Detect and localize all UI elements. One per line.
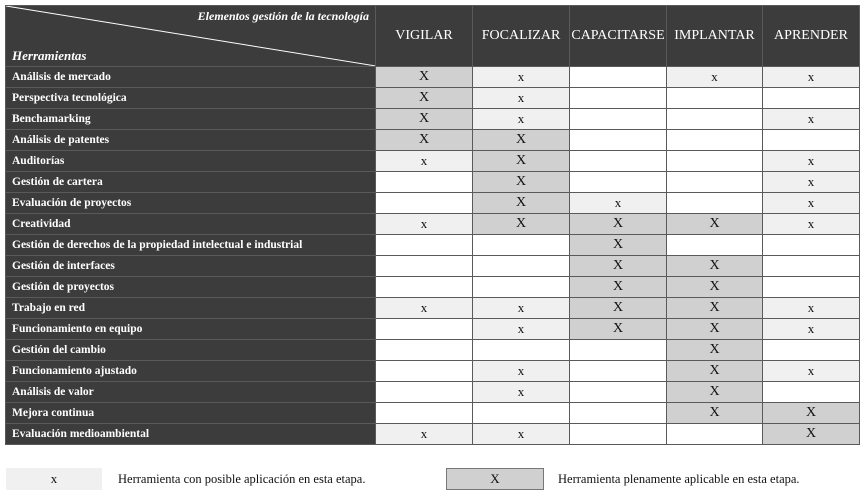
- tool-name-cell: Creatividad: [6, 214, 376, 235]
- mark-cell-aprender: [763, 235, 860, 256]
- mark-cell-vigilar: [376, 193, 473, 214]
- mark-cell-implantar: [667, 88, 763, 109]
- mark-cell-aprender: x: [763, 151, 860, 172]
- mark-cell-capacitarse: [570, 130, 667, 151]
- mark-cell-focalizar: X: [473, 130, 570, 151]
- mark-cell-focalizar: [473, 277, 570, 298]
- table-row: [6, 67, 860, 88]
- mark-cell-capacitarse: X: [570, 298, 667, 319]
- table-row: [6, 277, 860, 298]
- mark-cell-vigilar: x: [376, 298, 473, 319]
- tool-name-cell: Funcionamiento en equipo: [6, 319, 376, 340]
- mark-cell-capacitarse: [570, 172, 667, 193]
- mark-cell-focalizar: [473, 340, 570, 361]
- mark-cell-capacitarse: [570, 403, 667, 424]
- column-header-capacitarse: CAPACITARSE: [570, 6, 667, 67]
- table-row: [6, 88, 860, 109]
- mark-cell-implantar: [667, 151, 763, 172]
- tool-name-cell: Gestión del cambio: [6, 340, 376, 361]
- mark-cell-implantar: [667, 130, 763, 151]
- tool-name-cell: Evaluación de proyectos: [6, 193, 376, 214]
- mark-cell-focalizar: [473, 235, 570, 256]
- mark-cell-aprender: x: [763, 319, 860, 340]
- mark-cell-vigilar: x: [376, 151, 473, 172]
- mark-cell-aprender: [763, 256, 860, 277]
- mark-cell-focalizar: x: [473, 319, 570, 340]
- mark-cell-vigilar: [376, 172, 473, 193]
- mark-cell-aprender: [763, 340, 860, 361]
- tool-name-cell: Trabajo en red: [6, 298, 376, 319]
- mark-cell-vigilar: X: [376, 130, 473, 151]
- mark-cell-capacitarse: X: [570, 319, 667, 340]
- mark-cell-focalizar: x: [473, 424, 570, 445]
- mark-cell-implantar: [667, 109, 763, 130]
- column-header-focalizar: FOCALIZAR: [473, 6, 570, 67]
- mark-cell-implantar: [667, 424, 763, 445]
- legend-partial-swatch: x: [6, 468, 102, 490]
- mark-cell-focalizar: X: [473, 214, 570, 235]
- mark-cell-focalizar: x: [473, 382, 570, 403]
- legend-partial-text: Herramienta con posible aplicación en esta etapa.: [118, 472, 366, 486]
- legend-full-text: Herramienta plenamente aplicable en esta etapa.: [558, 472, 800, 486]
- mark-cell-implantar: X: [667, 277, 763, 298]
- mark-cell-implantar: X: [667, 340, 763, 361]
- header-row: [6, 6, 860, 67]
- mark-cell-capacitarse: [570, 67, 667, 88]
- mark-cell-aprender: [763, 382, 860, 403]
- mark-cell-focalizar: X: [473, 193, 570, 214]
- column-header-vigilar: VIGILAR: [376, 6, 473, 67]
- tool-name-cell: Mejora continua: [6, 403, 376, 424]
- tool-name-cell: Funcionamiento ajustado: [6, 361, 376, 382]
- legend-full-swatch: X: [446, 468, 544, 490]
- mark-cell-vigilar: [376, 277, 473, 298]
- mark-cell-vigilar: x: [376, 424, 473, 445]
- mark-cell-aprender: x: [763, 67, 860, 88]
- mark-cell-implantar: X: [667, 382, 763, 403]
- mark-cell-capacitarse: [570, 109, 667, 130]
- mark-cell-aprender: X: [763, 424, 860, 445]
- table-row: [6, 109, 860, 130]
- mark-cell-vigilar: [376, 319, 473, 340]
- mark-cell-capacitarse: X: [570, 277, 667, 298]
- table-row: [6, 130, 860, 151]
- mark-cell-capacitarse: [570, 151, 667, 172]
- mark-cell-capacitarse: [570, 382, 667, 403]
- mark-cell-capacitarse: [570, 424, 667, 445]
- column-header-aprender: APRENDER: [763, 6, 860, 67]
- mark-cell-aprender: x: [763, 193, 860, 214]
- tool-name-cell: Gestión de derechos de la propiedad intelectual e industrial: [6, 235, 376, 256]
- tools-matrix-table: [5, 5, 860, 445]
- tool-name-cell: Benchamarking: [6, 109, 376, 130]
- mark-cell-focalizar: x: [473, 109, 570, 130]
- matrix-body: [6, 67, 860, 445]
- mark-cell-aprender: [763, 277, 860, 298]
- mark-cell-vigilar: [376, 403, 473, 424]
- tool-name-cell: Auditorías: [6, 151, 376, 172]
- tool-name-cell: Gestión de cartera: [6, 172, 376, 193]
- tool-name-cell: Análisis de patentes: [6, 130, 376, 151]
- mark-cell-aprender: [763, 130, 860, 151]
- table-row: [6, 193, 860, 214]
- mark-cell-implantar: X: [667, 403, 763, 424]
- table-row: [6, 382, 860, 403]
- column-header-implantar: IMPLANTAR: [667, 6, 763, 67]
- corner-header: [6, 6, 376, 67]
- table-row: [6, 361, 860, 382]
- mark-cell-vigilar: [376, 382, 473, 403]
- mark-cell-implantar: X: [667, 319, 763, 340]
- tool-name-cell: Perspectiva tecnológica: [6, 88, 376, 109]
- mark-cell-aprender: [763, 88, 860, 109]
- corner-top-label: Elementos gestión de la tecnología: [197, 9, 369, 23]
- mark-cell-implantar: X: [667, 361, 763, 382]
- table-row: [6, 214, 860, 235]
- tool-name-cell: Análisis de mercado: [6, 67, 376, 88]
- mark-cell-capacitarse: [570, 88, 667, 109]
- mark-cell-implantar: x: [667, 67, 763, 88]
- mark-cell-capacitarse: X: [570, 214, 667, 235]
- mark-cell-aprender: X: [763, 403, 860, 424]
- mark-cell-focalizar: X: [473, 151, 570, 172]
- mark-cell-aprender: x: [763, 361, 860, 382]
- mark-cell-capacitarse: X: [570, 235, 667, 256]
- mark-cell-implantar: X: [667, 214, 763, 235]
- mark-cell-vigilar: X: [376, 109, 473, 130]
- table-row: [6, 256, 860, 277]
- mark-cell-focalizar: X: [473, 172, 570, 193]
- mark-cell-aprender: x: [763, 172, 860, 193]
- table-row: [6, 298, 860, 319]
- corner-bottom-label: Herramientas: [12, 48, 87, 63]
- mark-cell-vigilar: [376, 340, 473, 361]
- tool-name-cell: Análisis de valor: [6, 382, 376, 403]
- mark-cell-aprender: x: [763, 298, 860, 319]
- mark-cell-focalizar: x: [473, 361, 570, 382]
- mark-cell-capacitarse: [570, 361, 667, 382]
- mark-cell-implantar: [667, 193, 763, 214]
- mark-cell-implantar: [667, 235, 763, 256]
- tool-name-cell: Evaluación medioambiental: [6, 424, 376, 445]
- mark-cell-vigilar: x: [376, 214, 473, 235]
- mark-cell-focalizar: x: [473, 67, 570, 88]
- mark-cell-vigilar: X: [376, 88, 473, 109]
- table-row: [6, 403, 860, 424]
- tool-name-cell: Gestión de interfaces: [6, 256, 376, 277]
- mark-cell-vigilar: [376, 256, 473, 277]
- table-row: [6, 340, 860, 361]
- table-row: [6, 151, 860, 172]
- table-row: [6, 235, 860, 256]
- mark-cell-aprender: x: [763, 214, 860, 235]
- mark-cell-implantar: [667, 172, 763, 193]
- mark-cell-capacitarse: [570, 340, 667, 361]
- mark-cell-vigilar: [376, 235, 473, 256]
- mark-cell-implantar: X: [667, 298, 763, 319]
- tool-name-cell: Gestión de proyectos: [6, 277, 376, 298]
- table-row: [6, 319, 860, 340]
- mark-cell-implantar: X: [667, 256, 763, 277]
- table-row: [6, 172, 860, 193]
- mark-cell-focalizar: [473, 403, 570, 424]
- mark-cell-focalizar: x: [473, 298, 570, 319]
- mark-cell-focalizar: x: [473, 88, 570, 109]
- mark-cell-aprender: x: [763, 109, 860, 130]
- mark-cell-vigilar: [376, 361, 473, 382]
- table-row: [6, 424, 860, 445]
- mark-cell-capacitarse: X: [570, 256, 667, 277]
- mark-cell-capacitarse: x: [570, 193, 667, 214]
- mark-cell-vigilar: X: [376, 67, 473, 88]
- mark-cell-focalizar: [473, 256, 570, 277]
